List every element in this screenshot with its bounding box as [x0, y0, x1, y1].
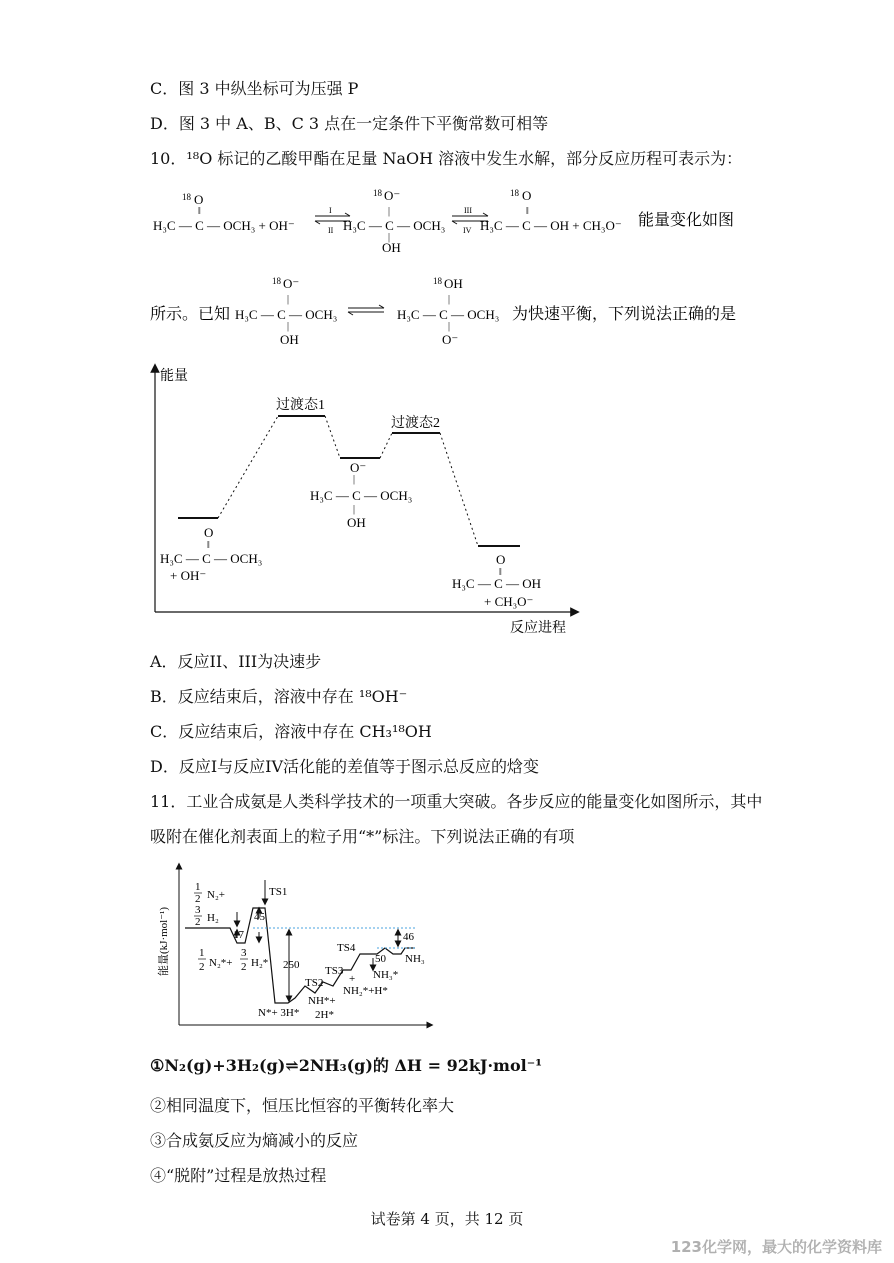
y-axis-label: 能量 [160, 369, 188, 384]
ts2-label: 过渡态2 [391, 416, 440, 431]
svg-text:‖: ‖ [198, 206, 201, 217]
svg-text:OH: OH [444, 276, 463, 291]
q11-statement-2: ②相同温度下，恒压比恒容的平衡转化率大 [150, 1096, 455, 1115]
svg-text:‖: ‖ [526, 206, 529, 217]
value-17: 17 [233, 929, 244, 941]
svg-text:O: O [194, 192, 204, 207]
q10-option-d: D．反应I与反应IV活化能的差值等于图示总反应的焓变 [150, 757, 540, 776]
svg-text:O⁻: O⁻ [384, 188, 401, 203]
n3h: N*+ 3H* [258, 1007, 300, 1019]
arrow-label-1: I [329, 206, 332, 215]
svg-text:H₂*: H₂* [251, 957, 269, 969]
ts1-label: 过渡态1 [276, 398, 325, 413]
svg-text:OH: OH [382, 240, 401, 255]
svg-text:|: | [287, 294, 290, 305]
q9-option-c: C．图 3 中纵坐标可为压强 P [150, 79, 359, 98]
svg-text:1: 1 [199, 947, 205, 959]
svg-text:O⁻: O⁻ [350, 460, 367, 475]
q11-energy-diagram [155, 858, 445, 1033]
q11-y-axis-label: 能量(kJ·mol⁻¹) [158, 907, 170, 976]
q11-stem-line1: 11．工业合成氨是人类科学技术的一项重大突破。各步反应的能量变化如图所示，其中 [150, 792, 763, 811]
svg-text:H₃C — C — OCH₃: H₃C — C — OCH₃ [343, 218, 446, 233]
svg-text:|: | [448, 294, 451, 305]
svg-text:+ OH⁻: + OH⁻ [170, 568, 207, 583]
svg-text:|: | [448, 321, 451, 332]
svg-text:‖: ‖ [499, 567, 502, 578]
q11-statement-1: ①N₂(g)+3H₂(g)⇌2NH₃(g)的 ΔH = 92kJ·mol⁻¹ [150, 1056, 543, 1075]
ts1: TS1 [269, 886, 288, 898]
svg-text:+ CH₃O⁻: + CH₃O⁻ [484, 594, 534, 609]
value-46: 46 [403, 931, 414, 943]
svg-text:H₃C — C — OCH₃: H₃C — C — OCH₃ [160, 551, 263, 566]
ts3: TS3 [325, 965, 344, 977]
h2: 2H* [315, 1009, 334, 1021]
q10-option-b: B．反应结束后，溶液中存在 ¹⁸OH⁻ [150, 687, 408, 706]
q10-stem-tail: 能量变化如图 [638, 212, 735, 229]
q10-stem-suffix: 为快速平衡，下列说法正确的是 [512, 306, 737, 323]
svg-text:H₃C — C — OH: H₃C — C — OH [452, 576, 542, 591]
svg-text:2: 2 [195, 916, 201, 928]
svg-text:2: 2 [199, 961, 205, 973]
x-axis-label: 反应进程 [510, 621, 566, 636]
svg-text:1: 1 [195, 881, 201, 893]
nh2h: NH₂*+H* [343, 985, 388, 997]
svg-text:2: 2 [195, 893, 201, 905]
svg-text:2: 2 [241, 961, 247, 973]
q11-statement-3: ③合成氨反应为熵减小的反应 [150, 1131, 359, 1150]
svg-text:O: O [522, 188, 532, 203]
svg-text:18: 18 [510, 188, 519, 198]
svg-text:|: | [388, 232, 391, 243]
svg-text:18: 18 [373, 188, 382, 198]
ts2: TS2 [305, 977, 324, 989]
arrow-label-4: IV [463, 226, 472, 235]
svg-text:N₂*+: N₂*+ [209, 957, 233, 969]
nh3-star: NH₃* [373, 969, 399, 981]
svg-text:‖: ‖ [207, 540, 210, 551]
svg-text:|: | [388, 206, 391, 217]
nh3: NH₃ [405, 953, 425, 965]
svg-text:|: | [353, 474, 356, 485]
q10-option-a: A．反应II、III为决速步 [150, 652, 322, 671]
svg-text:3: 3 [241, 947, 247, 959]
value-45: 45 [254, 911, 265, 923]
nh2h-plus: + [349, 973, 356, 985]
q10-option-c: C．反应结束后，溶液中存在 CH₃¹⁸OH [150, 722, 432, 741]
q10-reaction-scheme [150, 180, 760, 260]
arrow-label-3: III [464, 206, 472, 215]
svg-text:18: 18 [433, 276, 442, 286]
value-50: 50 [375, 953, 386, 965]
arrow-label-2: II [328, 226, 334, 235]
page-footer: 试卷第 4 页，共 12 页 [370, 1210, 524, 1228]
value-250: 250 [283, 959, 300, 971]
ts4: TS4 [337, 942, 356, 954]
svg-text:OH: OH [280, 332, 299, 347]
svg-text:18: 18 [182, 192, 191, 202]
q11-stem-line2: 吸附在催化剂表面上的粒子用“*”标注。下列说法正确的有项 [150, 827, 575, 846]
svg-text:O⁻: O⁻ [442, 332, 459, 347]
nh: NH*+ [308, 995, 336, 1007]
q10-stem: 10．¹⁸O 标记的乙酸甲酯在足量 NaOH 溶液中发生水解，部分反应历程可表示为： [150, 149, 743, 168]
q9-option-d: D．图 3 中 A、B、C 3 点在一定条件下平衡常数可相等 [150, 114, 549, 133]
svg-text:3: 3 [195, 904, 201, 916]
q10-fast-equilibrium [150, 270, 760, 355]
svg-text:H₃C — C — OCH₃: H₃C — C — OCH₃ [235, 307, 338, 322]
svg-text:H₃C — C — OH + CH₃O⁻: H₃C — C — OH + CH₃O⁻ [480, 218, 622, 233]
q10-energy-diagram [140, 360, 590, 640]
svg-text:O⁻: O⁻ [283, 276, 300, 291]
q10-stem-prefix: 所示。已知 [150, 306, 231, 323]
svg-text:OH: OH [347, 515, 366, 530]
svg-text:H₂: H₂ [207, 912, 219, 924]
svg-text:H₃C — C — OCH₃ + OH⁻: H₃C — C — OCH₃ + OH⁻ [153, 218, 295, 233]
svg-text:H₃C — C — OCH₃: H₃C — C — OCH₃ [397, 307, 500, 322]
svg-text:O: O [496, 552, 506, 567]
svg-text:H₃C — C — OCH₃: H₃C — C — OCH₃ [310, 488, 413, 503]
svg-text:18: 18 [272, 276, 281, 286]
svg-text:|: | [287, 321, 290, 332]
svg-text:N₂+: N₂+ [207, 889, 225, 901]
q11-statement-4: ④“脱附”过程是放热过程 [150, 1166, 327, 1185]
watermark: 123化学网，最大的化学资料库 [670, 1238, 882, 1256]
svg-text:|: | [353, 504, 356, 515]
svg-text:O: O [204, 525, 214, 540]
